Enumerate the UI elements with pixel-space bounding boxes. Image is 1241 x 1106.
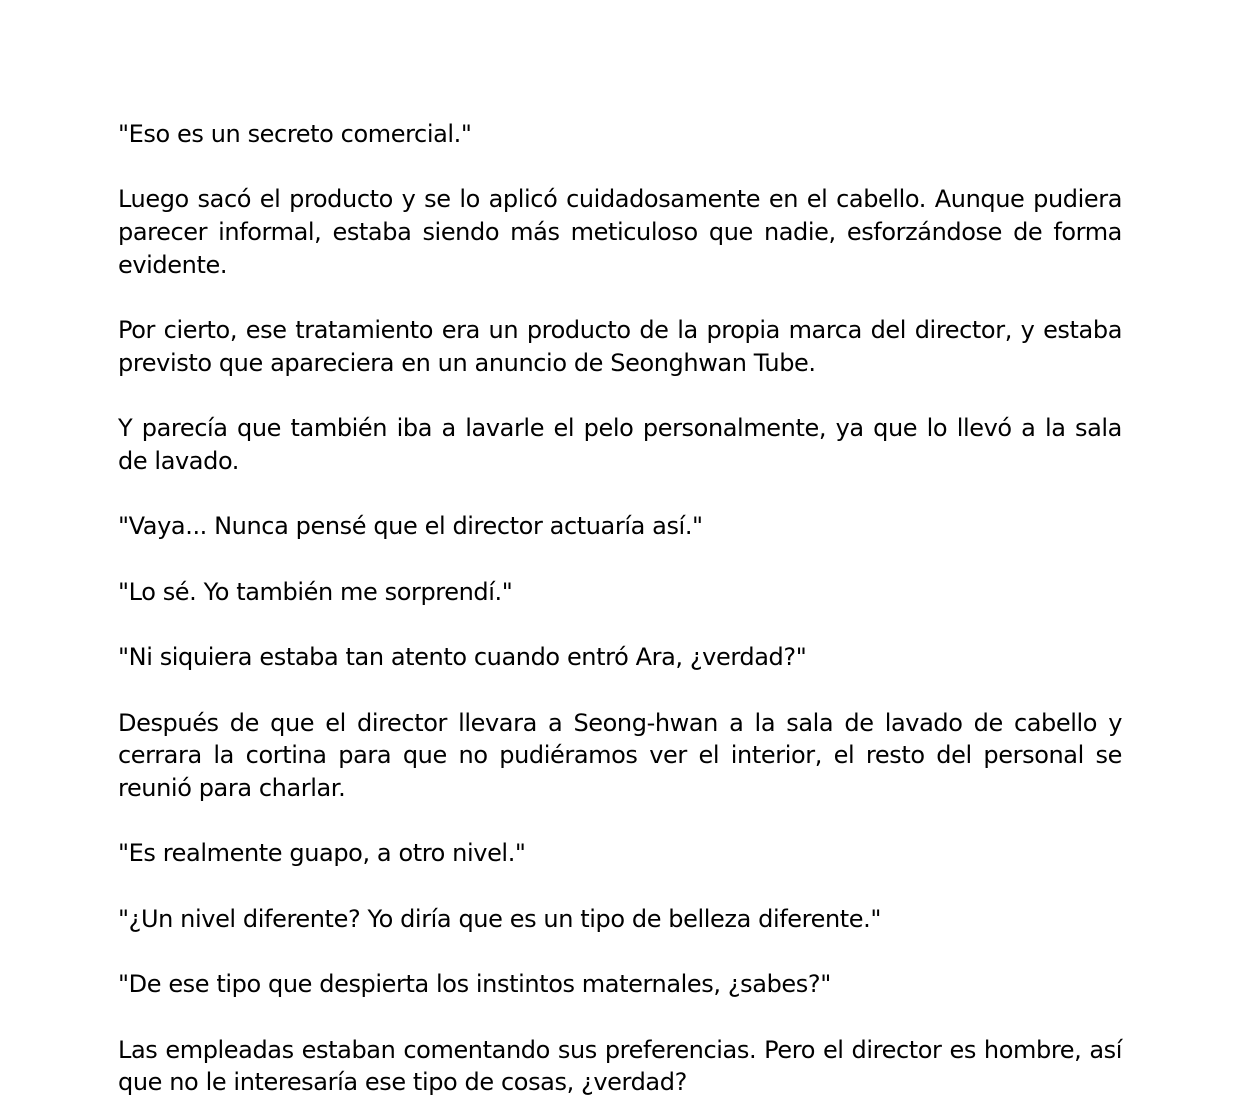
paragraph: Después de que el director llevara a Seong-hwan a la sala de lavado de cabello y cerrara la cortina para que no pudiéramos ver el interior, el resto del personal se reunió para charlar. bbox=[118, 708, 1122, 802]
paragraph: "Eso es un secreto comercial." bbox=[118, 120, 472, 148]
paragraph: Por cierto, ese tratamiento era un producto de la propia marca del director, y estaba previsto que apareciera en un anuncio de Seonghwan Tube. bbox=[118, 316, 1122, 377]
paragraph: Y parecía que también iba a lavarle el pelo personalmente, ya que lo llevó a la sala de lavado. bbox=[118, 414, 1122, 475]
paragraph: "Lo sé. Yo también me sorprendí." bbox=[118, 577, 513, 606]
paragraph: Luego sacó el producto y se lo aplicó cuidadosamente en el cabello. Aunque pudiera parecer informal, estaba siendo más meticuloso que nadie, esforzándose de forma evidente. bbox=[118, 185, 1122, 279]
paragraph: "¿Un nivel diferente? Yo diría que es un tipo de belleza diferente." bbox=[118, 904, 882, 933]
paragraph: "Ni siquiera estaba tan atento cuando entró Ara, ¿verdad?" bbox=[118, 643, 807, 672]
paragraph: "De ese tipo que despierta los instintos maternales, ¿sabes?" bbox=[118, 970, 831, 999]
paragraph: Las empleadas estaban comentando sus preferencias. Pero el director es hombre, así que no le interesaría ese tipo de cosas, ¿verdad? bbox=[118, 1035, 1122, 1097]
paragraph: "Vaya... Nunca pensé que el director actuaría así." bbox=[118, 512, 703, 541]
document-page bbox=[118, 118, 1122, 1099]
paragraph: "Es realmente guapo, a otro nivel." bbox=[118, 839, 526, 868]
